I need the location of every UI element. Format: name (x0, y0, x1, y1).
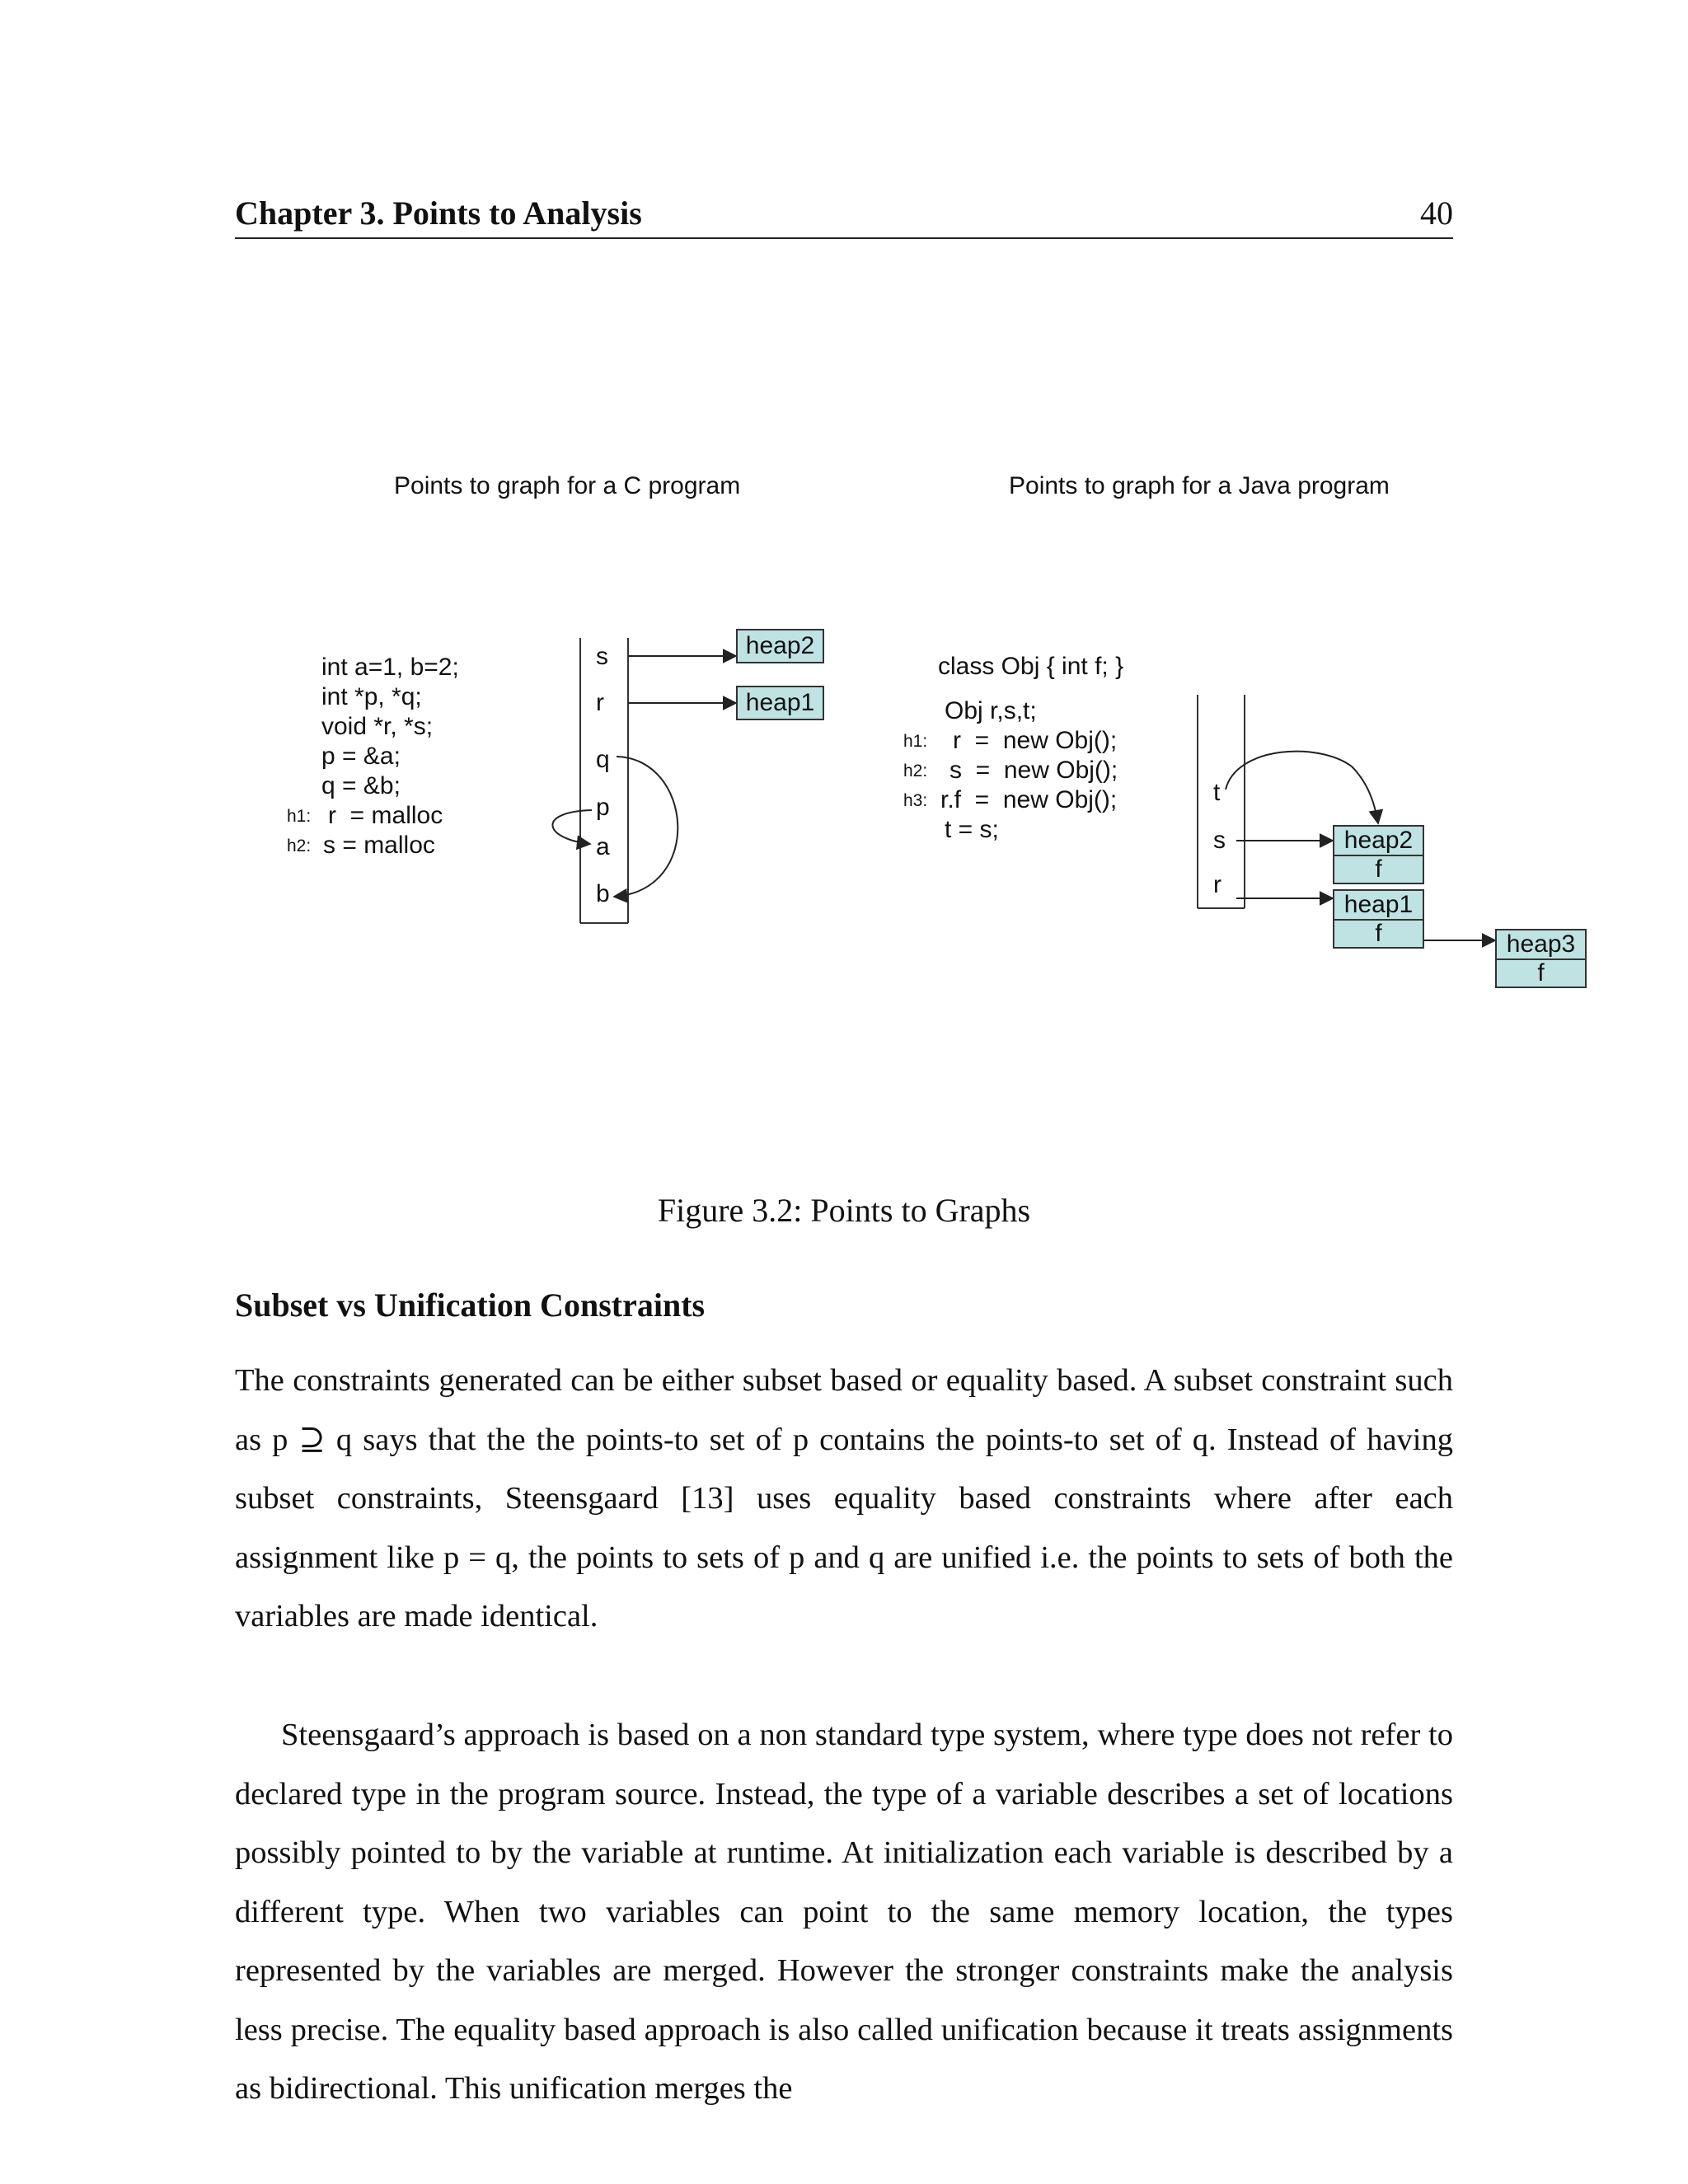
arrow-p-to-a (552, 810, 592, 844)
c-code-line: p = &a; (321, 743, 401, 770)
heap-field-f: f (1495, 958, 1587, 988)
java-code-line: s = new Obj(); (950, 757, 1118, 784)
stack-var-r: r (596, 689, 604, 716)
stack-var-s: s (596, 643, 608, 670)
page-number: 40 (1420, 194, 1453, 232)
java-code-line: r.f = new Obj(); (940, 786, 1118, 813)
figure-graphics (0, 0, 1688, 1071)
c-code-line: s = malloc (323, 832, 435, 859)
alloc-site-label: h1: (287, 807, 312, 826)
c-code-line: void *r, *s; (321, 713, 434, 740)
java-code-line: t = s; (945, 816, 999, 843)
body-paragraph: Steensgaard’s approach is based on a non standard type system, where type does not refer to declared type in the program source. Instead, the type of a variable describes a set of locations possibly pointed to by the variable at runtime. At initialization each variable is described by a different type. When two variables can point to the same memory location, the types represented by the variables are merged. However the stronger constraints make the analysis less precise. The equality based approach is also called unification because it treats assignments as bidirectional. This unification merges the (235, 1718, 1453, 2106)
alloc-site-label: h1: (903, 732, 928, 751)
java-code-line: Obj r,s,t; (945, 697, 1037, 724)
stack-var-t: t (1213, 779, 1221, 806)
stack-var-p: p (596, 794, 610, 821)
c-code-line: r = malloc (328, 802, 443, 829)
stack-var-r: r (1213, 871, 1221, 898)
heap-node-heap1: heap1 (736, 686, 824, 720)
c-code-line: q = &b; (321, 772, 401, 799)
figure-caption: Figure 3.2: Points to Graphs (657, 1192, 1031, 1229)
heap-field-f: f (1333, 855, 1424, 884)
heap-node-heap1: heap1 (1333, 889, 1424, 921)
alloc-site-label: h2: (287, 837, 312, 855)
c-graph-title: Points to graph for a C program (394, 472, 741, 499)
arrow-t-to-heap2 (1226, 752, 1378, 823)
section-title: Subset vs Unification Constraints (235, 1286, 706, 1324)
java-graph-title: Points to graph for a Java program (1009, 472, 1390, 499)
stack-var-a: a (596, 833, 610, 860)
java-class-decl: class Obj { int f; } (938, 653, 1124, 680)
running-header-chapter: Chapter 3. Points to Analysis (235, 194, 642, 232)
c-code-line: int *p, *q; (321, 683, 422, 710)
alloc-site-label: h3: (903, 791, 928, 810)
stack-var-q: q (596, 746, 610, 773)
arrow-q-to-b (614, 757, 678, 897)
c-code-line: int a=1, b=2; (321, 654, 459, 681)
body-paragraph: The constraints generated can be either subset based or equality based. A subset constraint such as p ⊇ q says that the the points-to set of p contains the points-to set of q. Instead of having subset constraints, Steensgaard [13] uses equality based constraints where after each assignment like p = q, the points to sets of p and q are unified i.e. the points to sets of both the variables are made identical. (235, 1363, 1453, 1633)
heap-node-heap2: heap2 (736, 629, 824, 663)
heap-node-heap3: heap3 (1495, 929, 1587, 960)
heap-node-heap2: heap2 (1333, 825, 1424, 856)
alloc-site-label: h2: (903, 762, 928, 780)
stack-var-s: s (1213, 827, 1226, 854)
java-code-line: r = new Obj(); (953, 727, 1118, 754)
stack-var-b: b (596, 880, 610, 907)
heap-field-f: f (1333, 919, 1424, 949)
